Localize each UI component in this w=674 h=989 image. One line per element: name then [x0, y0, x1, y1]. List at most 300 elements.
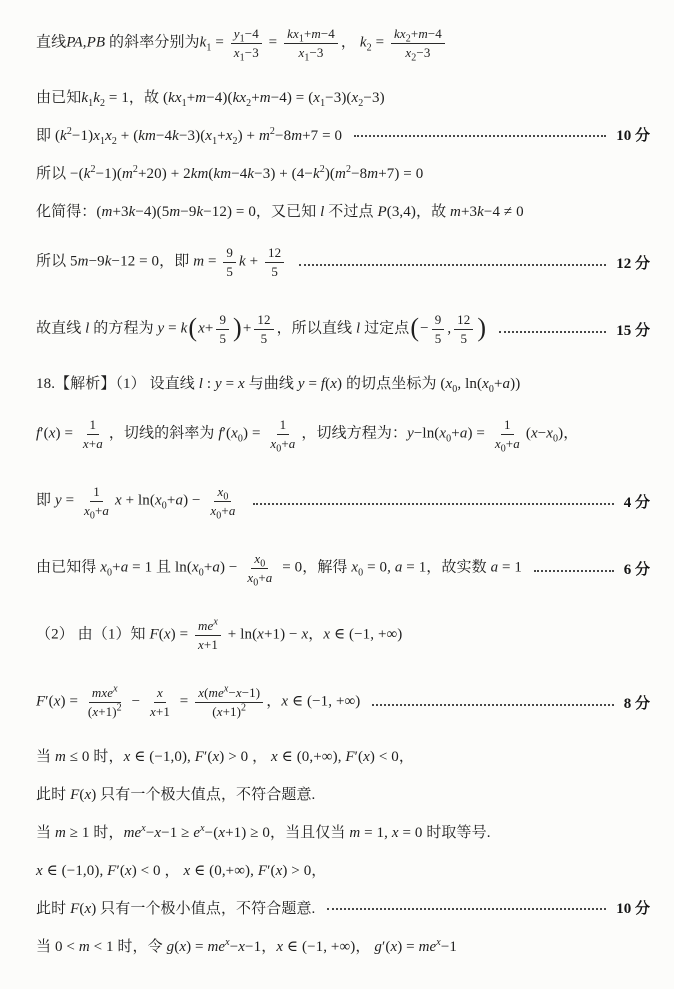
- solution-lines: [0, 10, 674, 964]
- dotted-leader: [499, 331, 606, 333]
- text-run: )): [510, 375, 521, 392]
- math-variable: kx: [287, 26, 299, 42]
- text-run: +: [221, 503, 229, 518]
- fraction-numerator: [251, 551, 268, 569]
- text-run: ) < 0 ，: [131, 862, 184, 879]
- subscript: 0: [276, 443, 282, 455]
- text-run: (: [525, 425, 531, 442]
- math-variable: x: [179, 938, 187, 955]
- fraction-denominator: [195, 636, 221, 653]
- math-variable: g: [166, 938, 175, 955]
- math-variable: x: [233, 45, 240, 60]
- math-variable: k: [81, 89, 89, 106]
- math-variable: x: [247, 570, 254, 585]
- fraction-denominator: [457, 330, 470, 347]
- text-run: +: [303, 26, 312, 42]
- math-variable: m: [291, 127, 303, 144]
- text-run: + (: [116, 127, 139, 144]
- fraction: [195, 618, 221, 652]
- text-run: +: [166, 492, 176, 509]
- math-variable: x: [439, 425, 447, 442]
- dotted-leader: [299, 264, 606, 266]
- text-run: ，: [340, 34, 360, 51]
- text-run: =: [371, 34, 389, 51]
- math-variable: F: [107, 862, 117, 879]
- text-run: =: [61, 492, 78, 509]
- text-run: 12: [268, 245, 282, 261]
- math-variable: x: [238, 938, 246, 955]
- math-variable: km: [190, 165, 209, 182]
- math-variable: x: [254, 551, 261, 567]
- math-variable: me: [418, 938, 437, 955]
- math-line: [0, 77, 674, 115]
- math-variable: m: [78, 938, 90, 955]
- fraction-numerator: [265, 245, 284, 263]
- math-variable: f: [36, 425, 41, 442]
- math-variable: a: [394, 559, 403, 576]
- text-run: ) =: [186, 938, 208, 955]
- text-run: −1)(: [95, 165, 122, 182]
- text-run: 12: [457, 312, 471, 328]
- math-variable: m: [258, 127, 270, 144]
- fraction-denominator: [492, 435, 523, 455]
- fraction-denominator: [231, 44, 262, 64]
- subscript: 2: [411, 52, 417, 64]
- math-variable: km: [213, 165, 232, 182]
- text-run: (: [79, 786, 85, 803]
- formula: [36, 162, 423, 183]
- math-variable: y: [157, 320, 165, 337]
- math-variable: x: [445, 375, 453, 392]
- text-run: 与曲线: [244, 375, 298, 392]
- subscript: 0: [223, 492, 229, 503]
- formula: [36, 935, 457, 956]
- text-run: (3,4)，故: [386, 203, 451, 220]
- math-variable: m: [101, 203, 113, 220]
- superscript: 2: [241, 702, 247, 714]
- fraction-denominator: [216, 330, 229, 347]
- text-run: −3: [244, 45, 259, 60]
- fraction: [216, 312, 229, 346]
- fraction-numerator: [391, 26, 445, 44]
- math-variable: F: [36, 693, 46, 710]
- fraction-numerator: [90, 484, 103, 502]
- fraction-numerator: [277, 417, 290, 435]
- text-run: +3: [112, 203, 129, 220]
- math-variable: m: [77, 253, 89, 270]
- text-run: ,: [447, 320, 452, 337]
- math-variable: f: [218, 425, 223, 442]
- math-line: [0, 535, 674, 602]
- math-variable: y: [54, 492, 62, 509]
- text-run: ∈ (−1, +∞): [330, 626, 403, 643]
- text-run: 由已知得: [36, 559, 101, 576]
- fraction-numerator: [231, 26, 262, 44]
- fraction-denominator: [267, 435, 298, 455]
- text-run: 9: [226, 245, 234, 261]
- math-variable: l: [198, 375, 204, 392]
- score-label: 4 分: [623, 495, 650, 511]
- text-run: 18.【解析】（1） 设直线: [36, 375, 199, 392]
- math-variable: x: [212, 748, 220, 765]
- text-run: ) =: [170, 626, 193, 643]
- text-run: +7 = 0: [302, 127, 343, 144]
- text-run: (: [204, 685, 209, 701]
- text-run: 即: [36, 492, 55, 509]
- math-variable: m: [54, 824, 66, 841]
- text-run: 5: [460, 331, 468, 346]
- superscript: x: [223, 684, 229, 696]
- text-run: +1: [203, 637, 218, 652]
- formula: [36, 245, 287, 279]
- text-run: −3: [416, 45, 431, 60]
- text-run: ) =: [243, 425, 265, 442]
- math-variable: y: [297, 375, 305, 392]
- text-run: −9: [180, 203, 197, 220]
- math-variable: x: [225, 127, 233, 144]
- big-parenthesis: ): [477, 312, 487, 342]
- math-variable: x: [231, 425, 238, 442]
- subscript: 0: [237, 433, 244, 445]
- text-run: = 0 时取等号.: [398, 824, 491, 841]
- text-run: ) =: [60, 693, 82, 710]
- math-variable: k: [199, 34, 207, 51]
- text-run: ′(: [116, 862, 125, 879]
- math-line: [0, 774, 674, 812]
- math-variable: F: [194, 748, 205, 765]
- text-run: −: [420, 320, 429, 337]
- text-run: ′(: [267, 862, 276, 879]
- math-variable: l: [355, 320, 361, 337]
- text-run: ) > 0，: [282, 862, 327, 879]
- text-run: −3)(: [325, 89, 352, 106]
- subscript: 0: [253, 577, 259, 589]
- fraction-denominator: [147, 703, 173, 720]
- text-run: =: [175, 693, 193, 710]
- text-run: 1: [504, 417, 511, 433]
- fraction-denominator: [402, 44, 433, 64]
- math-variable: F: [149, 626, 159, 643]
- subscript: 0: [446, 433, 452, 445]
- formula: [36, 783, 315, 804]
- text-run: ′(: [40, 425, 49, 442]
- formula: [36, 551, 523, 589]
- subscript: 1: [99, 135, 106, 147]
- dotted-leader: [372, 704, 613, 706]
- formula: [36, 859, 326, 880]
- math-variable: x: [391, 824, 399, 841]
- math-variable: m: [195, 89, 207, 106]
- superscript: 2: [116, 702, 122, 714]
- math-variable: f: [320, 375, 326, 392]
- text-run: )，: [558, 425, 579, 442]
- big-parenthesis: ): [233, 312, 242, 342]
- superscript: 2: [90, 163, 96, 175]
- math-variable: a: [288, 436, 296, 451]
- fraction-numerator: [254, 312, 273, 330]
- text-run: +1) ≥ 0，当且仅当: [225, 824, 350, 841]
- math-variable: x: [482, 375, 489, 392]
- text-run: ′(: [381, 938, 391, 955]
- formula: [36, 685, 360, 719]
- math-variable: k: [247, 165, 255, 182]
- math-variable: k: [312, 165, 320, 182]
- score-label: 10 分: [616, 127, 650, 144]
- subscript: 1: [298, 34, 304, 45]
- math-variable: x: [351, 89, 359, 106]
- text-run: , ln(: [457, 375, 483, 392]
- math-variable: a: [513, 436, 520, 451]
- text-run: ) =: [467, 425, 489, 442]
- fraction-numerator: [87, 417, 100, 435]
- math-variable: x: [115, 492, 122, 509]
- text-run: 所以 −(: [36, 165, 84, 182]
- text-run: 9: [434, 312, 442, 328]
- math-variable: x: [323, 626, 331, 643]
- math-variable: x: [313, 89, 321, 106]
- fraction-denominator: [432, 330, 445, 347]
- fraction: [207, 484, 238, 522]
- fraction-numerator: [195, 685, 263, 703]
- fraction-numerator: [454, 312, 473, 330]
- score-label: 12 分: [616, 256, 650, 272]
- text-run: ′(: [204, 748, 213, 765]
- text-run: 5: [219, 331, 227, 346]
- fraction-denominator: [244, 569, 275, 589]
- text-run: 1: [279, 417, 287, 433]
- math-variable: a: [490, 559, 499, 576]
- math-variable: a: [212, 559, 220, 576]
- text-run: −8: [275, 127, 292, 144]
- text-run: 的斜率分别为: [105, 34, 200, 51]
- subscript: 0: [89, 510, 95, 522]
- subscript: 0: [488, 383, 494, 395]
- fraction: [244, 551, 275, 589]
- text-run: 此时: [36, 786, 71, 803]
- superscript: x: [200, 822, 205, 834]
- text-run: +: [186, 89, 196, 106]
- fraction: [85, 685, 125, 719]
- text-run: −(: [204, 824, 219, 841]
- text-run: +1) −: [263, 626, 302, 643]
- math-variable: x: [351, 559, 359, 576]
- text-run: ，: [308, 626, 324, 643]
- formula: [36, 618, 402, 652]
- formula: [36, 417, 579, 455]
- text-run: +1): [98, 704, 117, 719]
- text-run: +: [242, 320, 252, 337]
- math-variable: a: [459, 425, 468, 442]
- text-run: −: [145, 824, 155, 841]
- text-run: +: [410, 26, 419, 42]
- superscript: 2: [132, 163, 138, 175]
- subscript: 0: [358, 567, 364, 579]
- text-run: +: [251, 89, 260, 106]
- text-run: ≥ 1 时，: [65, 824, 124, 841]
- text-run: (: [212, 704, 217, 719]
- math-variable: kx: [232, 89, 247, 106]
- math-variable: x: [330, 375, 338, 392]
- math-variable: x: [405, 45, 412, 60]
- text-run: +: [204, 320, 214, 337]
- text-run: ) −: [183, 492, 205, 509]
- math-variable: y: [407, 425, 414, 442]
- math-line: [0, 736, 674, 774]
- text-run: +: [258, 570, 266, 585]
- math-variable: x: [390, 938, 398, 955]
- fraction-numerator: [195, 618, 221, 636]
- fraction: [81, 484, 112, 522]
- formula: [36, 86, 385, 107]
- fraction-denominator: [268, 263, 281, 280]
- math-variable: kx: [168, 89, 182, 106]
- fraction: [254, 312, 273, 346]
- text-run: −4: [320, 26, 335, 42]
- math-variable: k: [180, 320, 188, 337]
- text-run: 当 0 <: [36, 938, 79, 955]
- formula: [36, 745, 414, 766]
- math-variable: g: [374, 938, 382, 955]
- math-variable: mxe: [91, 685, 114, 701]
- math-variable: l: [320, 203, 325, 220]
- math-variable: me: [208, 685, 224, 701]
- fraction: [195, 685, 263, 719]
- math-variable: a: [502, 375, 511, 392]
- formula: [36, 200, 524, 221]
- text-run: −1: [440, 938, 457, 955]
- text-run: (: [87, 704, 93, 719]
- math-variable: a: [228, 503, 236, 518]
- text-run: =: [164, 320, 181, 337]
- text-run: ) 只有一个极大值点，不符合题意.: [91, 786, 316, 803]
- math-variable: x: [191, 559, 199, 576]
- math-variable: x: [123, 748, 131, 765]
- math-variable: x: [270, 436, 277, 451]
- text-run: −: [537, 425, 547, 442]
- fraction: [391, 26, 445, 64]
- text-run: +3: [460, 203, 478, 220]
- fraction-denominator: [258, 330, 271, 347]
- text-run: （2） 由（1）知: [36, 626, 150, 643]
- text-run: )(: [324, 165, 336, 182]
- text-run: −1，: [245, 938, 277, 955]
- math-variable: y: [233, 26, 240, 42]
- math-variable: x: [271, 748, 278, 765]
- math-variable: x: [124, 862, 132, 879]
- math-variable: x: [276, 938, 284, 955]
- text-run: 1: [93, 484, 100, 500]
- math-variable: F: [70, 900, 80, 917]
- text-run: −8: [351, 165, 368, 182]
- math-variable: x: [235, 685, 242, 701]
- text-run: ≤ 0 时，: [65, 748, 124, 765]
- text-run: −: [229, 938, 239, 955]
- text-run: 当: [36, 824, 55, 841]
- math-line: [0, 812, 674, 850]
- math-variable: x: [216, 704, 223, 719]
- text-run: ′(: [222, 425, 232, 442]
- math-variable: x: [163, 626, 171, 643]
- math-variable: x: [198, 320, 205, 337]
- subscript: 0: [161, 500, 167, 512]
- math-variable: k: [477, 203, 484, 220]
- text-run: 由已知: [36, 89, 82, 106]
- fraction-numerator: [154, 685, 166, 703]
- text-run: +1: [155, 704, 170, 719]
- text-run: 所以 5: [36, 253, 78, 270]
- fraction-denominator: [209, 703, 249, 720]
- fraction-numerator: [89, 685, 121, 703]
- score-label: 6 分: [623, 562, 650, 578]
- text-run: −: [228, 685, 236, 701]
- text-run: 5: [260, 331, 268, 346]
- math-variable: m: [259, 89, 271, 106]
- math-variable: km: [138, 127, 156, 144]
- math-variable: x: [205, 127, 213, 144]
- text-run: +: [493, 375, 503, 392]
- text-run: 9: [219, 312, 227, 328]
- text-run: = 1: [498, 559, 523, 576]
- text-run: ，切线的斜率为: [108, 425, 219, 442]
- text-run: ∈ (0,+∞),: [277, 748, 346, 765]
- subscript: 1: [239, 34, 245, 45]
- text-run: −3: [309, 45, 324, 60]
- math-variable: x: [157, 685, 163, 701]
- math-line: [0, 115, 674, 153]
- big-parenthesis: (: [410, 312, 420, 342]
- superscript: x: [225, 936, 230, 948]
- text-run: ) 只有一个极小值点，不符合题意.: [91, 900, 316, 917]
- math-variable: x: [275, 862, 283, 879]
- math-variable: x: [150, 704, 156, 719]
- math-variable: k: [93, 89, 100, 106]
- subscript: 0: [553, 433, 559, 445]
- text-run: +20) + 2: [138, 165, 191, 182]
- math-variable: PA: [66, 34, 83, 51]
- math-variable: P: [377, 203, 387, 220]
- math-variable: x: [546, 425, 554, 442]
- math-variable: x: [494, 436, 501, 451]
- text-run: =: [221, 375, 239, 392]
- text-run: ) +: [237, 127, 259, 144]
- fraction: [432, 312, 445, 346]
- math-variable: F: [345, 748, 355, 765]
- math-variable: x: [198, 685, 205, 701]
- math-variable: a: [265, 570, 273, 585]
- text-run: −9: [88, 253, 105, 270]
- subscript: 0: [216, 510, 222, 522]
- fraction: [231, 26, 262, 64]
- text-run: −4: [244, 26, 259, 42]
- text-run: +: [217, 127, 226, 144]
- text-run: 不过点: [324, 203, 378, 220]
- fraction-numerator: [432, 312, 445, 330]
- text-run: −12) = 0，又已知: [203, 203, 321, 220]
- fraction-denominator: [295, 44, 326, 64]
- subscript: 1: [212, 135, 218, 147]
- math-variable: x: [210, 503, 217, 518]
- math-line: [0, 363, 674, 401]
- math-variable: x: [363, 748, 370, 765]
- text-run: = 1，故 (: [105, 89, 169, 106]
- text-run: = 1，故实数: [402, 559, 491, 576]
- text-run: −1): [241, 685, 261, 701]
- subscript: 2: [99, 97, 106, 109]
- text-run: +: [281, 436, 289, 451]
- math-variable: y: [215, 375, 222, 392]
- text-run: ∈ (−1, +∞)，: [283, 938, 375, 955]
- math-variable: me: [198, 618, 214, 634]
